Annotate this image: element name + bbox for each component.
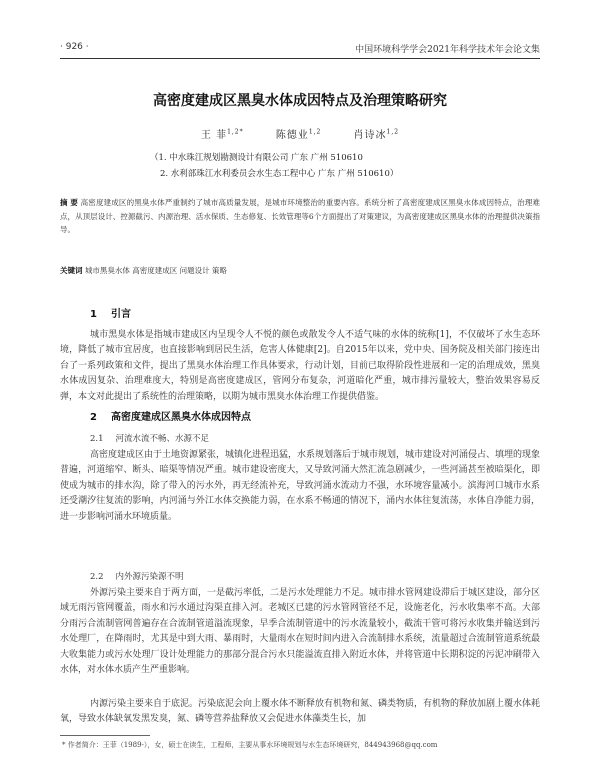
author: 陈德业$^{1,2}$	[275, 128, 322, 141]
author-list	[60, 126, 540, 141]
paragraph: 高密度建成区由于土地资源紧张，城镇化进程迅猛，水系规划落后于城市规划，城市建设对河涌侵占、填埋的现象普遍，河道缩窄、断头、暗渠等情况严重。城市建设密度大，又导致河涌大然汇流急剧减少，一些河涌甚至被暗渠化，即使成为城市的排水沟，除了带入的污水外，再无经流补充，导致河涌水流动力不强，水环境容量减小。滨海河口城市水系还受潮汐往复流的影响，内河涌与外江水体交换能力弱，在水系不畅通的情况下，涌内水体往复流荡，水体自净能力弱，进一步影响河涌水环境质量。	[60, 450, 541, 522]
affiliation-line: 2. 水利部珠江水利委员会水生态工程中心 广东 广州 510610）	[160, 169, 399, 179]
author: 王 菲$^{1,2*}$	[200, 128, 244, 141]
section-heading: 1 引言	[90, 309, 131, 320]
abstract-label: 摘 要	[60, 198, 79, 207]
affiliations	[150, 150, 398, 182]
keywords-label: 关键词	[60, 266, 83, 275]
author: 肖诗冰$^{1,2}$	[353, 128, 400, 141]
subsection-heading: 2.2 内外源污染源不明	[90, 572, 184, 582]
footnote-rule	[60, 735, 150, 736]
keywords	[60, 265, 540, 276]
abstract-text: 高密度建成区的黑臭水体严重制约了城市高质量发展，是城市环境整治的重要内容。系统分析了高密度建成区黑臭水体成因特点，治理难点，从顶层设计、控源截污、内源治理、活水保质、生态修复、长效管理等6个方面提出了对策建议，为高密度建成区黑臭水体的治理提供决策指导。	[60, 198, 540, 234]
paragraph: 内源污染主要来自于底泥。污染底泥会向上覆水体不断释放有机物和氮、磷类物质，有机物的释放加剧上覆水体耗氧，导致水体缺氧发黑发臭，氮、磷等营养盐释放又会促进水体藻类生长，加	[60, 699, 540, 725]
subsection-heading: 2.1 河流水流不畅、水源不足	[90, 434, 210, 444]
paper-title: 高密度建成区黑臭水体成因特点及治理策略研究	[153, 93, 447, 109]
affiliation-line: （1. 中水珠江规划勘测设计有限公司 广东 广州 510610	[150, 153, 363, 163]
paragraph: 外源污染主要来自于两方面，一是截污率低，二是污水处理能力不足。城市排水管网建设滞后于城区建设，部分区域无雨污管网覆盖，雨水和污水通过沟渠直排入河。老城区已建的污水管网管径不足，设施老化，污水收集率不高。大部分雨污合流制管网普遍存在合流制管道溢流现象，早季合流制管道中的污水流量较小，截流干管可将污水收集并输送到污水处理厂，在降雨时，尤其是中到大雨、暴雨时，大量雨水在短时间内进入合流制排水系统，流量超过合流制管道系统最大收集能力或污水处理厂设计处理能力的那部分混合污水只能溢流直排入附近水体，并将管道中长期积淀的污泥冲刷带入水体，对水体水质产生严重影响。	[60, 588, 541, 676]
page-number: · 926 ·	[60, 42, 89, 52]
footnote: * 作者简介：王菲（1989-），女，硕士在读生，工程师，主要从事水环境规划与水生态环境研究，844943968@qq.com	[62, 741, 438, 749]
keywords-text: 城市黑臭水体 高密度建成区 问题设计 策略	[82, 266, 228, 275]
section-heading: 2 高密度建成区黑臭水体成因特点	[90, 412, 251, 423]
paragraph: 城市黑臭水体是指城市建成区内呈现令人不悦的颜色或散发令人不适气味的水体的统称[1]，不仅破坏了水生态环境，降低了城市宜居度，也直接影响到居民生活，危害人体健康[2]。自2015年以来，党中央、国务院及相关部门接连出台了一系列政策和文件，提出了黑臭水体治理工作具体要求，行动计划，目前已取得阶段性进展和一定的治理成效，黑臭水体成因复杂、治理难度大，特别是高密度建成区，管网分布复杂，河道暗化严重，城市排污量较大，整治效果容易反弹，本文对此提出了系统性的治理策略，以期为城市黑臭水体治理工作提供借鉴。	[60, 330, 540, 402]
page-header	[60, 40, 540, 59]
abstract	[60, 196, 540, 237]
journal-title: 中国环境科学学会2021年科学技术年会论文集	[355, 45, 540, 55]
